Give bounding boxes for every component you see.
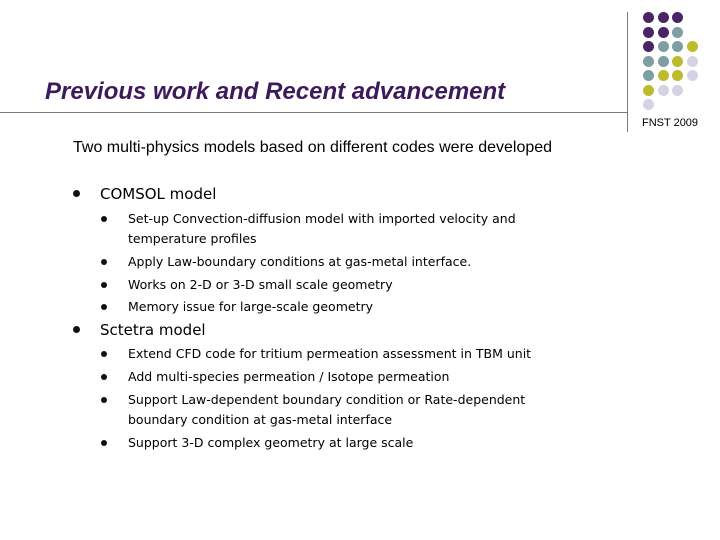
decorative-dot-icon xyxy=(658,12,669,23)
decorative-dot-icon xyxy=(687,56,698,67)
bullet-dot-icon xyxy=(73,326,80,333)
decorative-dot-icon xyxy=(672,56,683,67)
decorative-dot-icon xyxy=(672,41,683,52)
decorative-dot-icon xyxy=(672,70,683,81)
decorative-dot-icon xyxy=(658,70,669,81)
bullet-dot-icon xyxy=(101,216,107,222)
bullet-dot-icon xyxy=(101,351,107,357)
horizontal-divider xyxy=(0,112,628,113)
list-item-text: Add multi-species permeation / Isotope permeation xyxy=(128,369,450,384)
list-item-text: Works on 2-D or 3-D small scale geometry xyxy=(128,277,393,292)
bullet-label: COMSOL model xyxy=(100,185,217,203)
footer-label: FNST 2009 xyxy=(642,117,699,129)
decorative-dot-icon xyxy=(643,70,654,81)
bullet-dot-icon xyxy=(101,397,107,403)
decorative-dot-icon xyxy=(672,85,683,96)
decorative-dot-icon xyxy=(687,41,698,52)
list-item-text: Support Law-dependent boundary condition or Rate-dependent boundary condition at gas-metal interface xyxy=(128,392,526,427)
bullet-dot-icon xyxy=(101,282,107,288)
vertical-divider xyxy=(627,12,628,132)
decorative-dot-icon xyxy=(643,99,654,110)
decorative-dot-icon xyxy=(658,41,669,52)
list-item-text: Apply Law-boundary conditions at gas-metal interface. xyxy=(128,254,472,269)
bullet-label: Sctetra model xyxy=(100,321,206,339)
decorative-dot-icon xyxy=(658,56,669,67)
decorative-dot-icon xyxy=(687,70,698,81)
list-item-text: Support 3-D complex geometry at large scale xyxy=(128,435,414,450)
bullet-dot-icon xyxy=(101,259,107,265)
decorative-dot-icon xyxy=(643,85,654,96)
intro-text: Two multi-physics models based on different codes were developed xyxy=(73,139,553,156)
decorative-dot-icon xyxy=(672,12,683,23)
bullet-dot-icon xyxy=(101,440,107,446)
list-item-text: Set-up Convection-diffusion model with imported velocity and temperature profiles xyxy=(128,211,516,246)
bullet-dot-icon xyxy=(101,304,107,310)
decorative-dot-icon xyxy=(643,41,654,52)
decorative-dot-icon xyxy=(672,27,683,38)
list-item-text: Memory issue for large-scale geometry xyxy=(128,299,374,314)
bullet-dot-icon xyxy=(73,190,80,197)
decorative-dot-icon xyxy=(643,56,654,67)
bullet-dot-icon xyxy=(101,374,107,380)
list-item-text: Extend CFD code for tritium permeation assessment in TBM unit xyxy=(128,346,532,361)
slide-title: Previous work and Recent advancement xyxy=(45,78,506,105)
decorative-dot-icon xyxy=(643,27,654,38)
decorative-dot-icon xyxy=(643,12,654,23)
decorative-dot-icon xyxy=(658,85,669,96)
decorative-dot-icon xyxy=(658,27,669,38)
